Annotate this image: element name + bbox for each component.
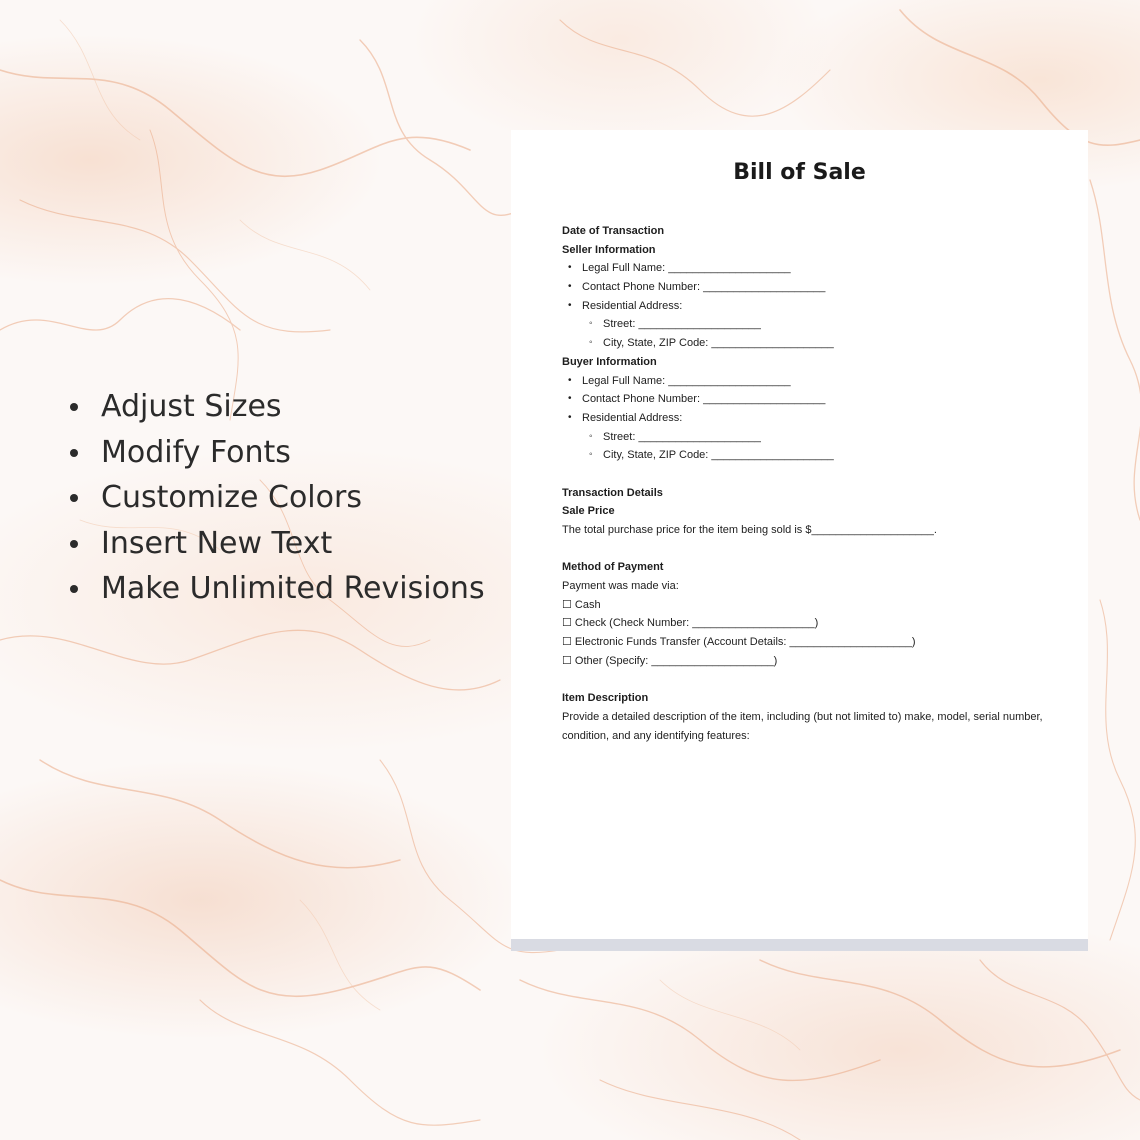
- payment-option-cash: ☐ Cash: [562, 598, 601, 611]
- seller-city-field: ◦ City, State, ZIP Code: ____________________: [562, 334, 1052, 353]
- feature-item: Modify Fonts: [70, 430, 485, 476]
- feature-list: [70, 384, 485, 612]
- document-title: Bill of Sale: [733, 160, 866, 185]
- payment-option-other: ☐ Other (Specify: ____________________): [562, 654, 778, 667]
- sale-price-heading: Sale Price: [562, 505, 615, 518]
- payment-option-eft: ☐ Electronic Funds Transfer (Account Details: ____________________): [562, 636, 916, 649]
- transaction-heading: Transaction Details: [562, 486, 663, 499]
- seller-heading: Seller Information: [562, 243, 656, 256]
- buyer-address-label: • Residential Address:: [562, 409, 1052, 428]
- buyer-heading: Buyer Information: [562, 355, 657, 368]
- buyer-city-field: ◦ City, State, ZIP Code: ____________________: [562, 446, 1052, 465]
- buyer-name-field: • Legal Full Name: ____________________: [562, 372, 1052, 391]
- payment-option-check: ☐ Check (Check Number: ____________________): [562, 617, 819, 630]
- seller-address-label: • Residential Address:: [562, 297, 1052, 316]
- feature-item: Adjust Sizes: [70, 384, 485, 430]
- document-body: [562, 222, 1052, 745]
- seller-street-field: ◦ Street: ____________________: [562, 315, 1052, 334]
- spacer: [562, 465, 1052, 484]
- feature-item: Customize Colors: [70, 475, 485, 521]
- feature-item: Make Unlimited Revisions: [70, 566, 485, 612]
- seller-phone-field: • Contact Phone Number: ____________________: [562, 278, 1052, 297]
- buyer-phone-field: • Contact Phone Number: ____________________: [562, 390, 1052, 409]
- payment-heading: Method of Payment: [562, 561, 664, 574]
- feature-item: Insert New Text: [70, 521, 485, 567]
- payment-intro: Payment was made via:: [562, 580, 679, 593]
- seller-name-field: • Legal Full Name: ____________________: [562, 259, 1052, 278]
- date-heading: Date of Transaction: [562, 225, 665, 237]
- buyer-street-field: ◦ Street: ____________________: [562, 428, 1052, 447]
- sale-price-text: The total purchase price for the item being sold is $____________________.: [562, 524, 937, 536]
- item-heading: Item Description: [562, 692, 649, 705]
- spacer: [562, 671, 1052, 690]
- spacer: [562, 540, 1052, 559]
- item-description-text: Provide a detailed description of the item, including (but not limited to) make, model, serial number, condition, and any identifying features:: [562, 710, 1043, 742]
